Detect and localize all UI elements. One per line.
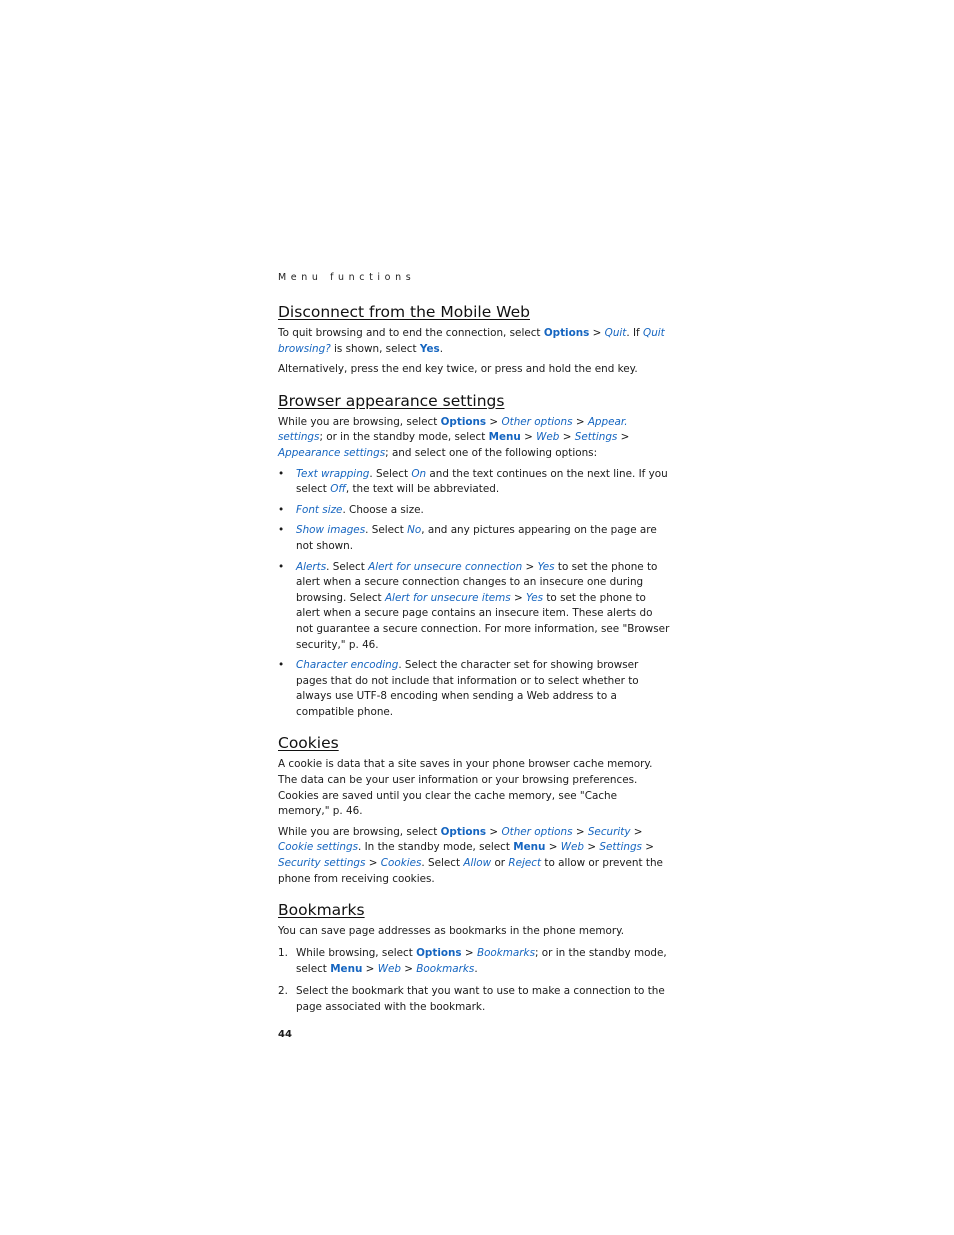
text: or [491,857,509,870]
text: and the text continues on the next line. If you select [296,467,668,496]
separator: > [461,946,477,959]
list-item-alerts [278,560,670,654]
section-appearance [278,391,670,721]
separator: > [572,825,588,838]
text: ; or in the standby mode, select [296,946,667,976]
text: . [474,963,478,976]
option-term-text-wrapping: Text wrapping [296,467,370,480]
text: is shown, select [330,342,420,355]
text: , the text will be abbreviated. [345,483,500,496]
separator: > [486,415,502,428]
separator: > [520,431,537,444]
separator: > [589,327,605,339]
separator: > [572,415,588,428]
list-item-step-2 [278,983,670,1016]
option-term-no: No [407,524,422,537]
option-term-character-encoding: Character encoding [296,659,399,672]
separator: > [559,431,575,444]
list-item-step-1 [278,945,670,978]
option-term-settings: Settings [599,841,642,854]
menu-term-options: Options [416,946,462,959]
text: Select the bookmark that you want to use to make a connection to the page associated with the bookmark. [296,984,665,1014]
separator: > [486,825,502,838]
option-term-web: Web [536,431,560,444]
text: While browsing, select [296,946,417,959]
option-term-security: Security [587,825,631,838]
text: ; and select one of the following options: [385,446,598,459]
separator: > [641,841,654,854]
bookmarks-steps [278,945,670,1016]
option-term-appearance-settings: Appearance settings [278,446,386,459]
menu-term-yes: Yes [419,342,440,355]
option-term-quit: Quit [604,327,627,339]
separator: > [584,841,600,854]
step-number: 1. [278,946,288,959]
option-term-yes: Yes [537,560,555,573]
list-item-show-images [278,523,670,554]
separator: > [510,591,527,604]
cookies-paragraph-1: A cookie is data that a site saves in your phone browser cache memory. The data can be your user information or your browsing preferences. Cookies are saved until you clear the cache memory, see "Cache memory," p. 46. [278,758,653,818]
text: . [439,342,443,355]
text: ; or in the standby mode, select [319,431,489,444]
text: While you are browsing, select [278,415,441,428]
option-term-allow: Allow [463,857,492,870]
text: . In the standby mode, select [358,841,514,854]
option-term-bookmarks: Bookmarks [476,946,535,959]
appearance-intro [278,415,670,462]
option-term-settings: Settings [574,431,618,444]
option-term-other-options: Other options [501,825,573,838]
section-disconnect [278,302,670,378]
option-term-bookmarks: Bookmarks [416,963,475,976]
menu-term-menu: Menu [488,431,521,444]
option-term-font-size: Font size [296,503,343,516]
text: To quit browsing and to end the connection, select [278,327,544,339]
list-item-font-size [278,503,670,519]
separator: > [617,431,630,444]
text: . Select [365,524,408,537]
appearance-options-list [278,467,670,721]
option-term-web: Web [377,963,401,976]
option-term-off: Off [330,483,346,496]
option-term-appear-settings: Appear. settings [278,415,628,444]
option-term-alert-unsecure-connection: Alert for unsecure connection [368,560,523,573]
text: . Select [421,857,464,870]
menu-term-options: Options [440,415,487,428]
menu-term-options: Options [440,825,487,838]
list-item-text-wrapping [278,467,670,498]
text: to set the phone to alert when a secure connection changes to an insecure one during browsing. Select [296,560,658,604]
separator: > [365,857,381,870]
manual-page [278,272,670,1040]
section-title-disconnect: Disconnect from the Mobile Web [278,303,530,321]
text: . Select the character set for showing browser pages that do not include that information or to select whether to always use UTF-8 encoding when sending a Web address to a compatible phone. [296,659,639,718]
option-term-quit-browsing: Quit browsing? [278,327,665,355]
bookmarks-paragraph-1: You can save page addresses as bookmarks in the phone memory. [278,925,625,938]
text: . If [626,327,644,339]
text: . Select [326,560,369,573]
list-item-character-encoding [278,658,670,720]
option-term-reject: Reject [508,857,542,870]
section-title-appearance: Browser appearance settings [278,391,505,410]
section-title-cookies: Cookies [278,734,339,753]
option-term-alerts: Alerts [296,560,327,573]
section-title-bookmarks: Bookmarks [278,901,365,920]
separator: > [400,963,417,976]
menu-term-menu: Menu [330,963,363,976]
page-number: 44 [278,1028,292,1040]
separator: > [362,963,378,976]
menu-term-menu: Menu [513,841,546,854]
option-term-yes: Yes [526,591,544,604]
option-term-cookies: Cookies [380,857,422,870]
disconnect-paragraph-2: Alternatively, press the end key twice, or press and hold the end key. [278,363,638,376]
text: to allow or prevent the phone from receiving cookies. [278,857,663,885]
disconnect-paragraph-1 [278,326,670,357]
text: . Choose a size. [342,503,424,516]
text: While you are browsing, select [278,825,441,838]
option-term-other-options: Other options [501,415,573,428]
step-number: 2. [278,984,288,997]
section-bookmarks [278,900,670,1016]
option-term-web: Web [560,841,585,854]
separator: > [522,560,538,573]
separator: > [630,825,643,838]
option-term-security-settings: Security settings [278,857,366,870]
separator: > [545,841,561,854]
text: . Select [369,467,412,480]
menu-term-options: Options [543,327,590,339]
cookies-paragraph-2 [278,825,670,887]
option-term-show-images: Show images [296,524,366,537]
section-cookies [278,733,670,887]
option-term-on: On [411,467,427,480]
option-term-cookie-settings: Cookie settings [278,841,359,854]
running-head: Menu functions [278,272,416,283]
text: to set the phone to alert when a secure page contains an insecure item. These alerts do not guarantee a secure connection. For more information, see "Browser security," p. 46. [296,591,670,651]
option-term-alert-unsecure-items: Alert for unsecure items [384,591,511,604]
text: , and any pictures appearing on the page are not shown. [296,524,657,552]
